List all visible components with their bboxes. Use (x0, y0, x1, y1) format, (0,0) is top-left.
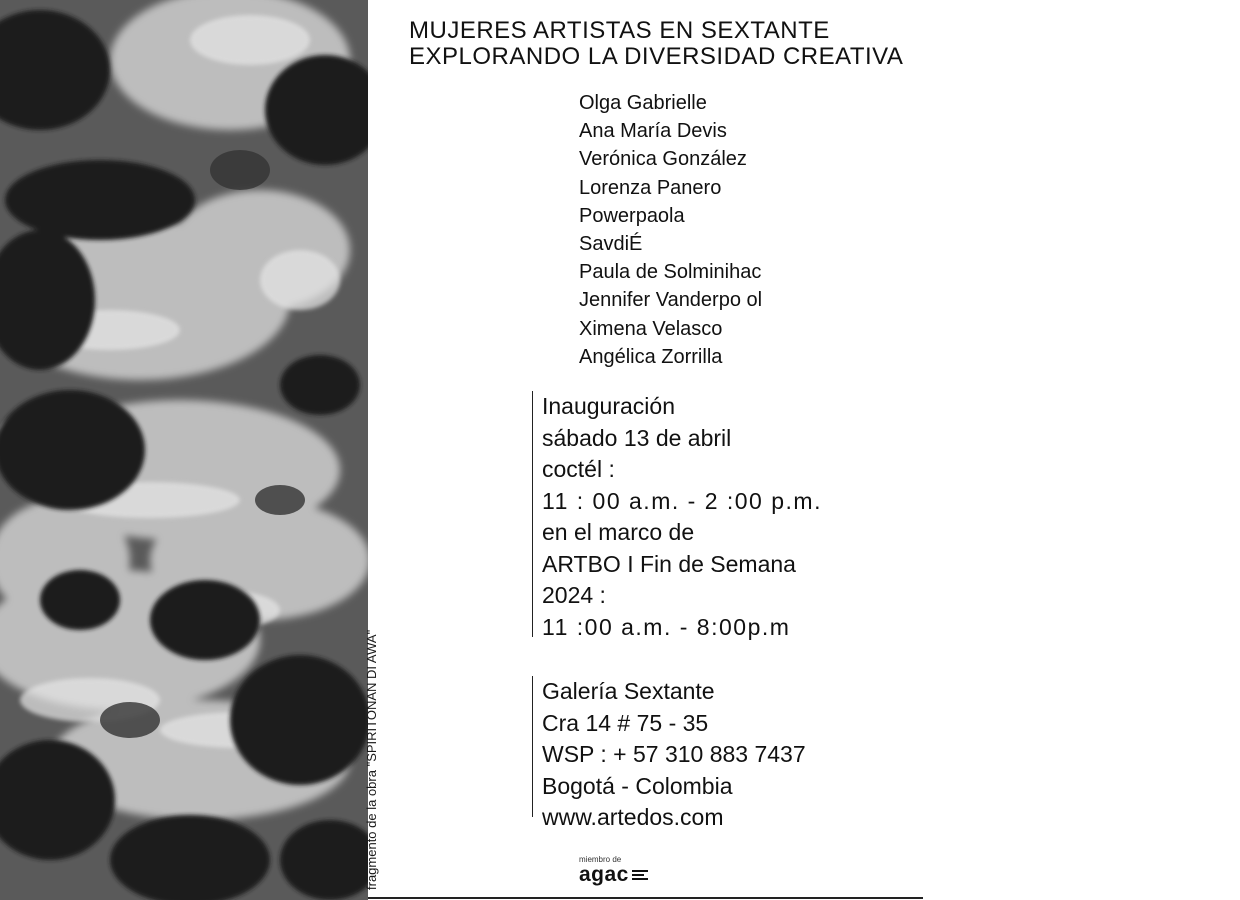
inauguration-date: sábado 13 de abril (542, 424, 732, 451)
title-line-1: MUJERES ARTISTAS EN SEXTANTE (409, 17, 830, 44)
logo-name: agac (579, 863, 629, 886)
gallery-street: Cra 14 # 75 - 35 (542, 709, 709, 736)
logo-lines-icon (632, 868, 648, 882)
inauguration-heading: Inauguración (542, 393, 675, 419)
cocktail-label: coctél : (542, 456, 615, 482)
cocktail-time: 11 : 00 a.m. - 2 :00 p.m. (542, 487, 822, 514)
inauguration-info (532, 391, 822, 640)
artwork-caption: fragmento de la obra "SPIRITONAN DI AWA" (364, 629, 379, 890)
artist-name: Ximena Velasco (579, 317, 723, 340)
artist-name: Powerpaola (579, 204, 685, 227)
context-year: 2024 : (542, 582, 606, 608)
artist-name: Verónica González (579, 148, 747, 171)
gallery-website[interactable]: www.artedos.com (542, 804, 724, 830)
gallery-address (532, 676, 806, 830)
logo-mark (579, 864, 679, 886)
context-time: 11 :00 a.m. - 8:00p.m (542, 613, 791, 640)
title-line-2: EXPLORANDO LA DIVERSIDAD CREATIVA (409, 43, 904, 70)
artist-name: Angélica Zorrilla (579, 345, 723, 368)
context-line-1: en el marco de (542, 519, 695, 545)
gallery-phone: WSP : + 57 310 883 7437 (542, 741, 806, 767)
artist-name: SavdiÉ (579, 233, 643, 256)
artwork-photo (0, 0, 368, 900)
bottom-divider (368, 897, 923, 899)
artist-name: Olga Gabrielle (579, 92, 707, 114)
artist-name: Lorenza Panero (579, 176, 722, 199)
artist-name: Paula de Solminihac (579, 261, 762, 284)
page-title (409, 18, 903, 70)
agac-logo (579, 855, 679, 886)
logo-member-text: miembro de (579, 855, 622, 864)
artist-name: Ana María Devis (579, 120, 727, 143)
gallery-name: Galería Sextante (542, 678, 715, 704)
context-line-2: ARTBO I Fin de Semana (542, 550, 796, 577)
gallery-city: Bogotá - Colombia (542, 772, 733, 799)
artist-list (579, 89, 762, 371)
artist-name: Jennifer Vanderpo ol (579, 289, 763, 312)
